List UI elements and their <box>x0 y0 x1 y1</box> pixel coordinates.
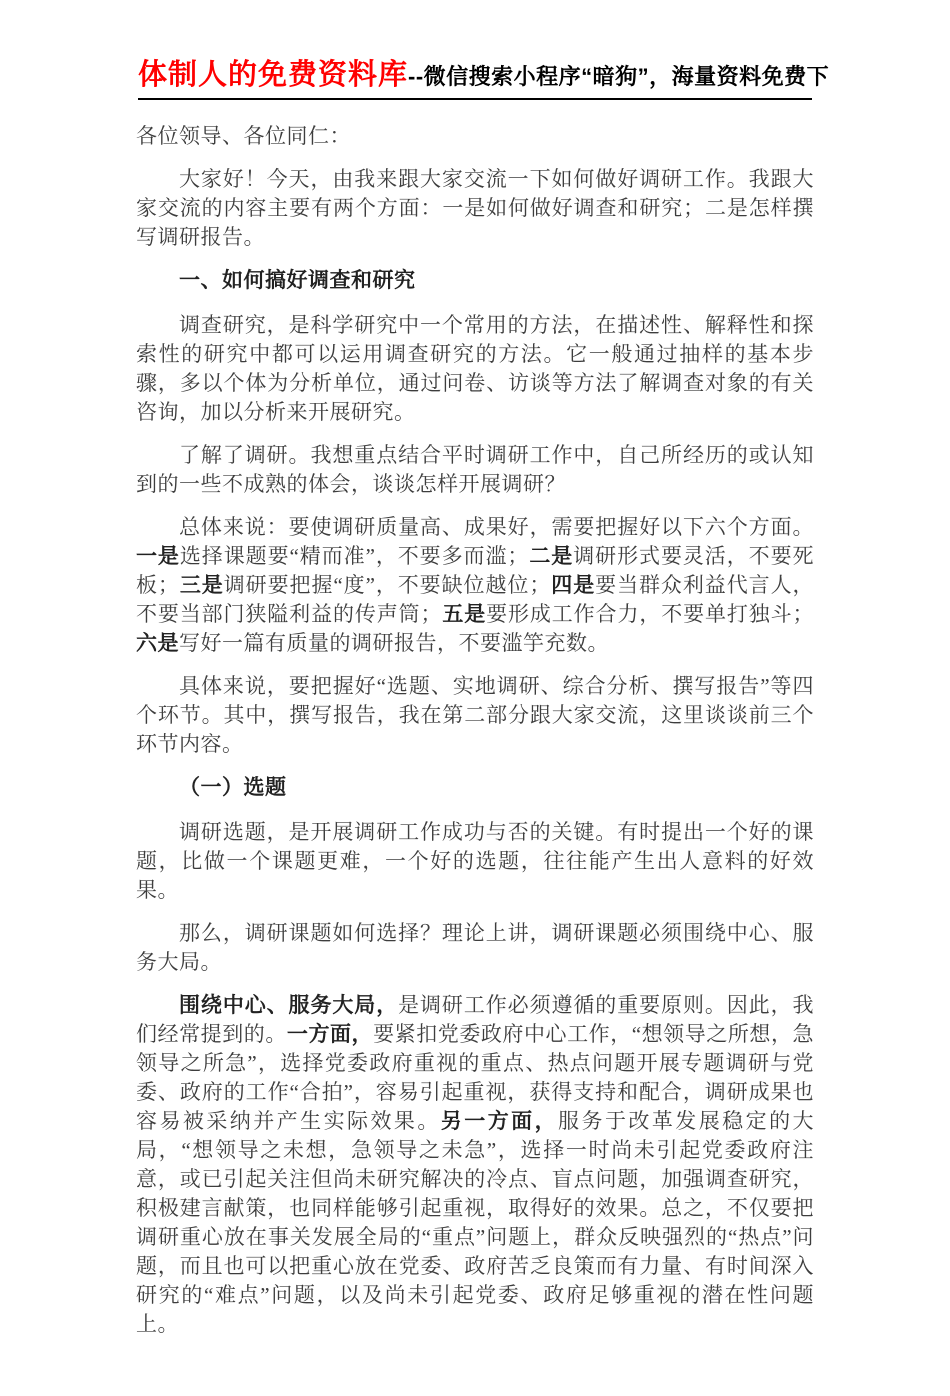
six-aspects-paragraph <box>136 513 814 658</box>
text-run: 服务于改革发展稳定的大局，“想领导之未想，急领导之未急”，选择一时尚未引起党委政府注意，或已引起关注但尚未研究解决的冷点、盲点问题，加强调查研究，积极建言献策，也同样能够引起重视，取得好的效果。总之，不仅要把调研重心放在事关发展全局的“重点”问题上，群众反映强烈的“热点”问题，而且也可以把重心放在党委、政府苦乏良策而有力量、有时间深入研究的“难点”问题，以及尚未引起党委、政府足够重视的潜在性问题上。 <box>136 1109 815 1336</box>
text-run: 了解了调研。我想重点结合平时调研工作中，自己所经历的或认知到的一些不成熟的体会，谈谈怎样开展调研？ <box>136 443 814 496</box>
text-run: 要当群众利益代言人，不要当部门狭隘利益的传声筒； <box>136 573 815 626</box>
bold-text-run: 四是 <box>550 573 596 597</box>
subsection-1-heading <box>136 773 814 802</box>
bold-text-run: 二是 <box>528 544 574 568</box>
text-run: 那么，调研课题如何选择？理论上讲，调研课题必须围绕中心、服务大局。 <box>136 921 814 974</box>
salutation <box>136 122 814 151</box>
intro-paragraph <box>136 165 814 252</box>
bold-text-run: 五是 <box>441 602 487 626</box>
text-run: 具体来说，要把握好“选题、实地调研、综合分析、撰写报告”等四个环节。其中，撰写报告，我在第二部分跟大家交流，这里谈谈前三个环节内容。 <box>136 674 814 756</box>
how-to-choose-paragraph <box>136 919 814 977</box>
topic-selection-paragraph <box>136 818 814 905</box>
text-run: 是调研工作必须遵循的重要原则。因此，我们经常提到的。 <box>136 993 815 1046</box>
section-1-heading <box>136 266 814 295</box>
text-run: 写好一篇有质量的调研报告，不要滥竽充数。 <box>179 631 609 655</box>
bold-text-run: 三是 <box>179 573 224 597</box>
center-principle-paragraph <box>136 991 814 1339</box>
text-run: 大家好！今天，由我来跟大家交流一下如何做好调研工作。我跟大家交流的内容主要有两个方面：一是如何做好调查和研究；二是怎样撰写调研报告。 <box>136 167 814 249</box>
survey-research-paragraph <box>136 311 814 427</box>
text-run: 调研要把握“度”，不要缺位越位； <box>223 573 551 597</box>
text-run: 要形成工作合力，不要单打独斗； <box>486 602 815 626</box>
promo-header <box>138 52 830 100</box>
text-run: 各位领导、各位同仁： <box>136 124 351 148</box>
document-page <box>0 52 950 1396</box>
four-steps-paragraph <box>136 672 814 759</box>
text-run: 调研选题，是开展调研工作成功与否的关键。有时提出一个好的课题，比做一个课题更难，一个好的选题，往往能产生出人意料的好效果。 <box>136 820 814 902</box>
text-run: 调查研究，是科学研究中一个常用的方法，在描述性、解释性和探索性的研究中都可以运用调查研究的方法。它一般通过抽样的基本步骤，多以个体为分析单位，通过问卷、访谈等方法了解调查对象的有关咨询，加以分析来开展研究。 <box>136 313 814 424</box>
bold-text-run: 一是 <box>136 544 180 568</box>
text-run: 要紧扣党委政府中心工作，“想领导之所想，急领导之所急”，选择党委政府重视的重点、热点问题开展专题调研与党委、政府的工作“合拍”，容易引起重视，获得支持和配合，调研成果也容易被采纳并产生实际效果。 <box>136 1022 815 1133</box>
bold-text-run: 围绕中心、服务大局， <box>179 993 399 1017</box>
text-run: 选择课题要“精而准”，不要多而滥； <box>179 544 529 568</box>
bold-text-run: （一）选题 <box>179 775 287 799</box>
bold-text-run: 一方面， <box>286 1022 374 1046</box>
bold-text-run: 另一方面， <box>440 1109 559 1133</box>
bold-text-run: 一、如何搞好调查和研究 <box>179 268 416 292</box>
document-body <box>0 100 950 1339</box>
promo-tagline-text: --微信搜索小程序“暗狗”，海量资料免费下 <box>408 64 830 89</box>
understanding-paragraph <box>136 441 814 499</box>
bold-text-run: 六是 <box>136 631 179 655</box>
promo-brand-text: 体制人的免费资料库 <box>138 59 409 91</box>
text-run: 调研形式要灵活，不要死板； <box>136 544 815 597</box>
text-run: 总体来说：要使调研质量高、成果好，需要把握好以下六个方面。 <box>179 515 814 539</box>
